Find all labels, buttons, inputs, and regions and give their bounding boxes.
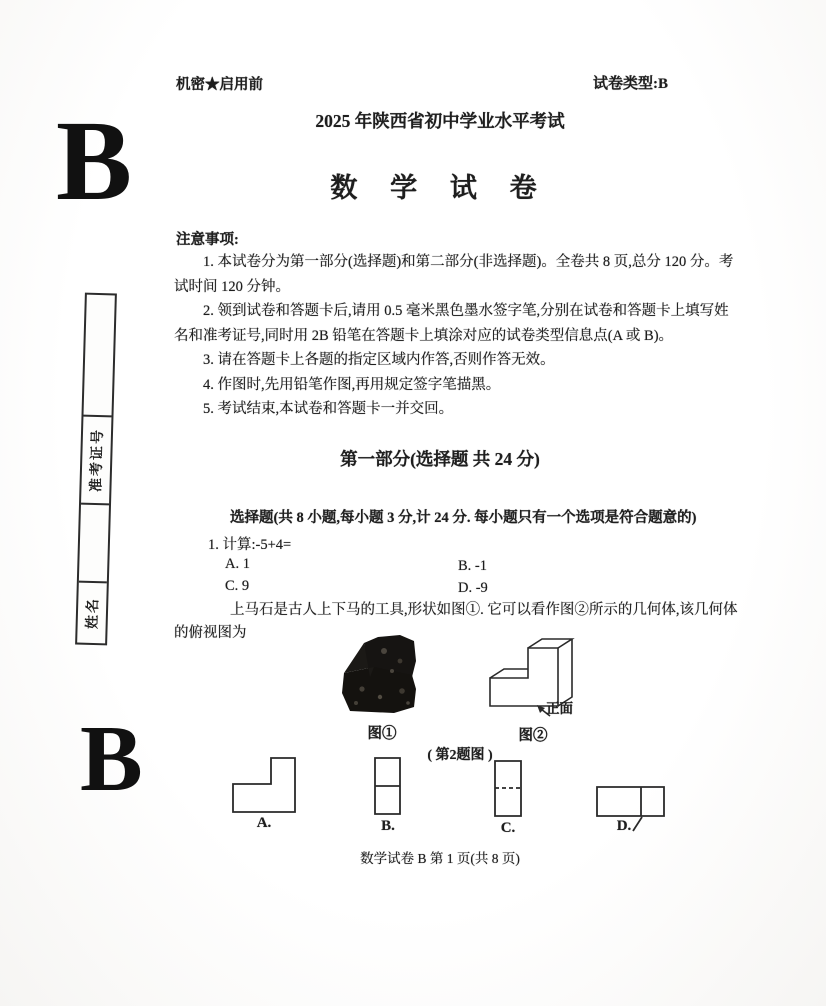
name-label-cell: [77, 583, 107, 644]
question2-stem: 上马石是古人上下马的工具,形状如图①. 它可以看作图②所示的几何体,该几何体的俯视图为: [174, 602, 738, 641]
question2-option-b-label: B.: [381, 818, 395, 834]
notices-list: [174, 250, 734, 422]
name-label: 姓名: [85, 596, 102, 630]
name-write-area: [79, 505, 109, 584]
question2-option-b-shape: [374, 757, 401, 815]
question2-figure-caption: ( 第2题图 ): [427, 748, 493, 763]
notice-item-4: 4. 作图时,先用铅笔作图,再用规定签字笔描黑。: [203, 376, 501, 393]
part1-instructions: 选择题(共 8 小题,每小题 3 分,计 24 分. 每小题只有一个选项是符合题意的): [230, 510, 697, 526]
ticket-number-write-area: [83, 295, 114, 418]
question2-option-a-label: A.: [256, 815, 272, 831]
part1-heading: 第一部分(选择题 共 24 分): [340, 449, 540, 469]
page-footer: 数学试卷 B 第 1 页(共 8 页): [360, 851, 520, 866]
exam-title: 2025 年陕西省初中学业水平考试: [315, 111, 565, 131]
question1-stem: 1. 计算:-5+4=: [208, 537, 292, 553]
paper-type-label: 试卷类型:B: [593, 76, 669, 92]
notices-heading: 注意事项:: [176, 232, 239, 248]
figure1-stone-photo: [334, 631, 426, 721]
question1-option-b: B. -1: [458, 558, 487, 574]
ticket-number-label-cell: [81, 417, 111, 506]
question1-option-a: A. 1: [225, 556, 250, 572]
front-face-label: 正面: [546, 701, 573, 716]
subject-title: 数 学 试 卷: [330, 173, 550, 203]
figure1-label: 图①: [367, 726, 397, 742]
version-letter-bottom: B: [80, 707, 143, 811]
candidate-info-strip: [75, 293, 117, 646]
question2-option-c-shape: [494, 760, 522, 817]
notice-item-1: 1. 本试卷分为第一部分(选择题)和第二部分(非选择题)。全卷共 8 页,总分 120 分。考试时间 120 分钟。: [174, 254, 734, 295]
notice-item-5: 5. 考试结束,本试卷和答题卡一并交回。: [203, 401, 454, 417]
ticket-number-label: 准考证号: [89, 427, 107, 493]
confidential-label: 机密★启用前: [176, 77, 263, 93]
version-letter-top: B: [56, 97, 133, 224]
notice-item-2: 2. 领到试卷和答题卡后,请用 0.5 毫米黑色墨水签字笔,分别在试卷和答题卡上填写姓名和准考证号,同时用 2B 铅笔在答题卡上填涂对应的试卷类型信息点(A 或 B)。: [174, 303, 729, 344]
figure2-label: 图②: [518, 728, 548, 744]
question2-option-a-shape: [232, 757, 296, 813]
question2-option-c-label: C.: [500, 820, 516, 836]
question2-option-d-label: D.: [616, 818, 632, 834]
question1-option-d: D. -9: [458, 580, 488, 596]
notice-item-3: 3. 请在答题卡上各题的指定区域内作答,否则作答无效。: [203, 352, 555, 368]
question1-option-c: C. 9: [225, 578, 250, 594]
